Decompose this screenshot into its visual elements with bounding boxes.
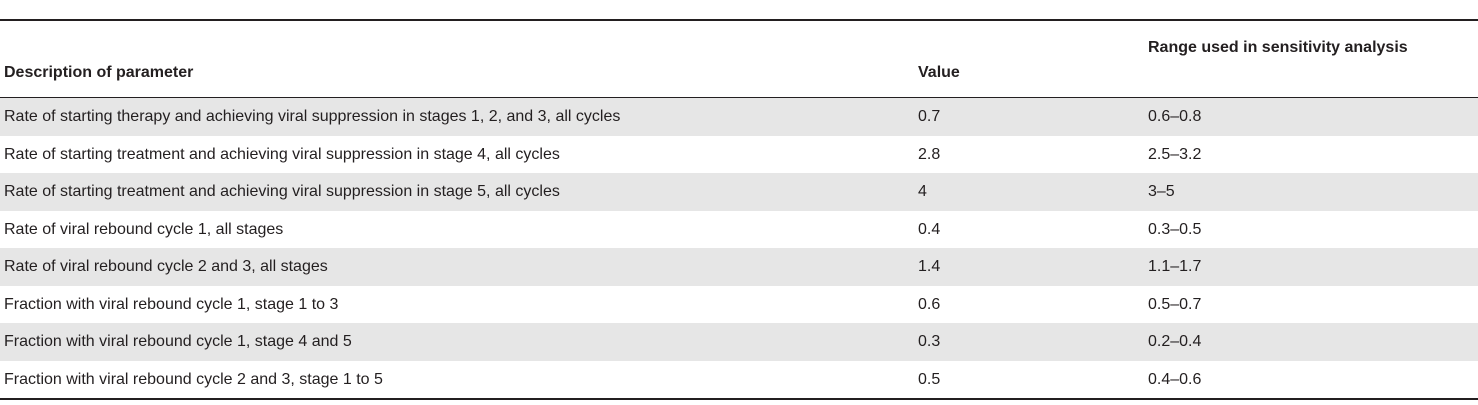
cell-range: 0.6–0.8 [1148,108,1202,125]
table-row [0,211,1478,249]
cell-description: Fraction with viral rebound cycle 2 and 3, stage 1 to 5 [4,370,383,388]
cell-description: Rate of starting treatment and achieving viral suppression in stage 4, all cycles [4,145,560,163]
table-row [0,323,1478,361]
cell-description: Rate of viral rebound cycle 2 and 3, all stages [4,258,328,275]
cell-description: Rate of viral rebound cycle 1, all stages [4,220,284,238]
table-row [0,98,1478,136]
cell-range: 0.3–0.5 [1148,220,1202,238]
cell-value: 0.5 [918,370,941,388]
table-row [0,173,1478,211]
cell-range: 2.5–3.2 [1148,145,1202,163]
header-description: Description of parameter [4,64,194,81]
table-row [0,361,1478,399]
cell-range: 0.4–0.6 [1148,370,1202,388]
cell-range: 3–5 [1148,183,1175,200]
cell-description: Rate of starting treatment and achieving viral suppression in stage 5, all cycles [4,183,560,200]
cell-value: 0.3 [918,333,941,350]
cell-range: 0.5–0.7 [1148,295,1202,313]
cell-value: 0.6 [918,295,941,313]
table-body [0,98,1478,398]
cell-description: Fraction with viral rebound cycle 1, stage 4 and 5 [4,333,352,350]
cell-description: Rate of starting therapy and achieving viral suppression in stages 1, 2, and 3, all cycles [4,108,621,125]
table-row [0,286,1478,324]
table-row [0,248,1478,286]
header-value: Value [918,64,960,81]
cell-value: 2.8 [918,145,941,163]
table-row [0,136,1478,174]
header-range: Range used in sensitivity analysis [1148,39,1408,56]
cell-range: 1.1–1.7 [1148,258,1202,275]
cell-range: 0.2–0.4 [1148,333,1202,350]
table-bottom-rule [0,398,1478,400]
cell-value: 1.4 [918,258,941,275]
cell-description: Fraction with viral rebound cycle 1, stage 1 to 3 [4,295,339,313]
cell-value: 0.7 [918,108,941,125]
table-header [0,21,1478,97]
cell-value: 4 [918,183,927,200]
cell-value: 0.4 [918,220,941,238]
